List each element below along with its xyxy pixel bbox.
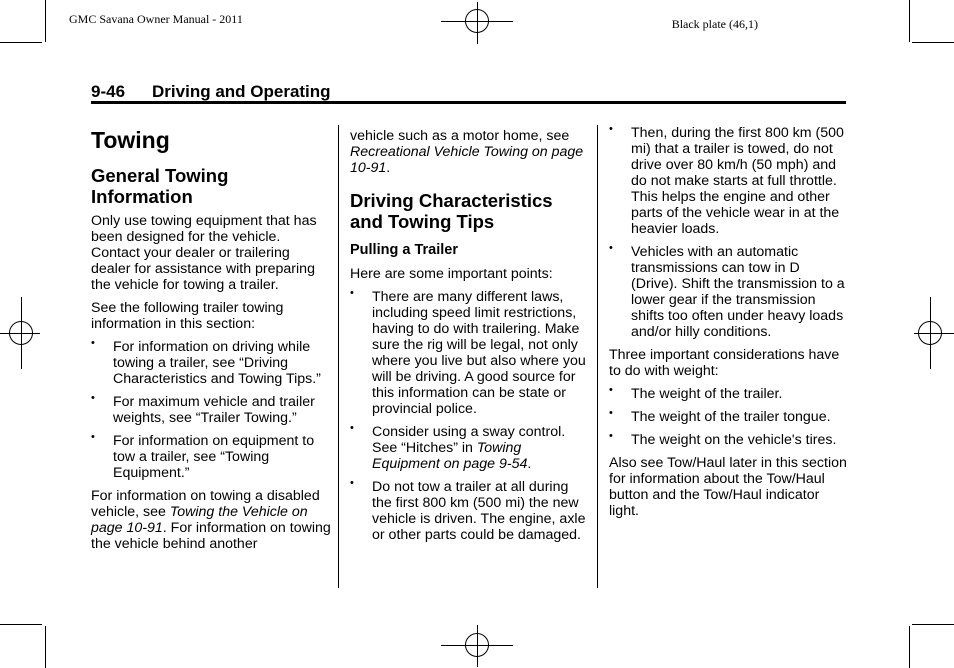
list-item: • Consider using a sway control. See “Hitches” in Towing Equipment on page 9-54.: [350, 424, 590, 472]
general-towing-heading: General Towing Information: [91, 165, 229, 207]
column-divider: [597, 125, 598, 588]
crop-mark: [909, 626, 910, 668]
driving-characteristics-heading: Driving Characteristics and Towing Tips: [350, 190, 553, 232]
print-header-right: Black plate (46,1): [671, 17, 758, 31]
list-item: • Then, during the first 800 km (500 mi) that a trailer is towed, do not drive over 80 km/h (50 mph) and do not make starts at full throttle. This helps the engine and other parts of the vehicle wear in at the heavier loads.: [609, 125, 849, 237]
list-item: • For maximum vehicle and trailer weights, see “Trailer Towing.”: [91, 394, 331, 426]
paragraph: Here are some important points:: [350, 266, 553, 282]
paragraph: See the following trailer towing information in this section:: [91, 300, 284, 332]
header-rule: [91, 101, 846, 104]
paragraph: vehicle such as a motor home, see Recreational Vehicle Towing on page 10-91.: [350, 128, 584, 176]
paragraph: Also see Tow/Haul later in this section for information about the Tow/Haul button and the Tow/Haul indicator light.: [609, 455, 847, 519]
cross-reference: Towing the Vehicle on page 10-91: [91, 504, 308, 536]
bullet-list: [91, 339, 331, 481]
cross-reference: Towing Equipment on page 9-54: [372, 440, 528, 472]
page-title: Towing: [91, 127, 170, 153]
list-item: • The weight of the trailer tongue.: [609, 409, 849, 425]
paragraph: Only use towing equipment that has been designed for the vehicle. Contact your dealer or trailering dealer for assistance with preparing the vehicle for towing a trailer.: [91, 213, 317, 293]
column-divider: [338, 125, 339, 588]
list-item: • Do not tow a trailer at all during the first 800 km (500 mi) the new vehicle is driven. The engine, axle or other parts could be damaged.: [350, 479, 590, 543]
pulling-trailer-subheading: Pulling a Trailer: [350, 242, 458, 258]
list-item: • For information on driving while towing a trailer, see “Driving Characteristics and Towing Tips.”: [91, 339, 331, 387]
crop-mark: [45, 626, 46, 668]
column-1: [91, 125, 331, 552]
column-2: [350, 128, 590, 543]
section-title: Driving and Operating: [152, 82, 331, 101]
crop-mark: [909, 0, 910, 42]
crop-mark: [45, 0, 46, 42]
list-item: • The weight on the vehicle's tires.: [609, 432, 849, 448]
column-3: [609, 125, 849, 519]
page-number: 9-46: [91, 82, 126, 101]
crop-mark: [0, 42, 42, 43]
print-header-left: GMC Savana Owner Manual - 2011: [69, 12, 243, 26]
bullet-list: [609, 125, 849, 340]
crop-mark: [912, 42, 954, 43]
list-item: • There are many different laws, including speed limit restrictions, having to do with trailering. Make sure the rig will be legal, not only where you live but also where you will be driving. A good source for this information can be state or provincial police.: [350, 289, 590, 417]
list-item: • The weight of the trailer.: [609, 386, 849, 402]
crop-mark: [0, 624, 42, 625]
paragraph: For information on towing a disabled vehicle, see Towing the Vehicle on page 10-91. For information on towing the vehicle behind another: [91, 488, 331, 552]
crop-mark: [912, 624, 954, 625]
cross-reference: Recreational Vehicle Towing on page 10-91: [350, 144, 584, 176]
paragraph: Three important considerations have to do with weight:: [609, 347, 840, 379]
bullet-list: [350, 289, 590, 543]
weight-list: [609, 386, 849, 448]
list-item: • Vehicles with an automatic transmissions can tow in D (Drive). Shift the transmission to a lower gear if the transmission shifts too often under heavy loads and/or hilly conditions.: [609, 244, 849, 340]
list-item: • For information on equipment to tow a trailer, see “Towing Equipment.”: [91, 433, 331, 481]
page-header: [91, 82, 331, 102]
